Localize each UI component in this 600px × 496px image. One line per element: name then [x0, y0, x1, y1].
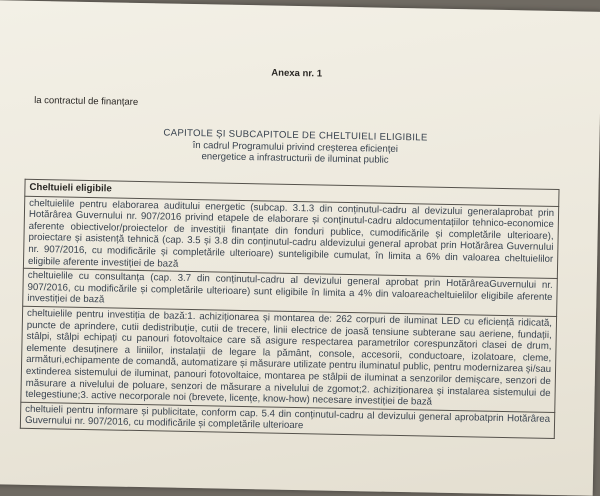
heading-line-3: energetice a infrastructurii de iluminat public [201, 151, 389, 166]
document-heading [0, 124, 600, 170]
contract-reference: la contractul de finanțare [34, 94, 139, 108]
row-publicity: cheltuieli pentru informare și publicitate, conform cap. 5.4 din conținutul-cadru al devizului general aprobatprin Hotărârea Guvernului nr. 907/2016, cu modificările și completările ulterioare [20, 402, 554, 438]
row-consultancy: cheltuielile cu consultanța (cap. 3.7 din conținutul-cadru al devizului general aprobat prin HotărâreaGuvernului nr. 907/2016, cu modificările și completările ulterioare) sunt eligibile în limita a 4% din valoareacheltuielilor eligibile aferente investiției de bază [23, 268, 558, 316]
row-audit-design: cheltuielile pentru elaborarea auditului energetic (subcap. 3.1.3 din conținutul-cadru al devizului generalaprobat prin Hotărârea Guvernului nr. 907/2016 privind etapele de elaborare și conținutul-cadru aldocumentațiilor tehnico-economice aferente obiectivelor/proiectelor de investiții finanțate din fonduri publice, cumodificările și completările ulterioare), proiectare și asistență tehnică (cap. 3.5 și 3.8 din conținutul-cadru aldevizului general aprobat prin Hotărârea Guvernului nr. 907/2016, cu modificările și completările ulterioare) sunteligibile cumulat, în limita a 6% din valoarea cheltuielilor eligibile aferente investiției de bază [23, 196, 558, 279]
annex-title: Anexa nr. 1 [271, 67, 323, 80]
eligible-costs-table [20, 179, 560, 439]
heading-line-2: în cadrul Programului privind creșterea eficienței [192, 139, 399, 155]
table-row [23, 196, 558, 279]
heading-line-1: CAPITOLE ȘI SUBCAPITOLE DE CHELTUIELI ELIGIBILE [163, 127, 428, 144]
table-row [21, 306, 557, 412]
row-base-investment: cheltuielile pentru investiția de bază:1. achiziționarea și montarea de: 262 corpuri de iluminat LED cu eficiență ridicată, puncte de aprindere, cutii dedistribuție, cutii de trecere, linii electrice de joasă tensiune subterane sau aeriene, fundații, stâlpi, stâlpi echipați cu panouri fotovoltaice care să asigure respectarea parametrilor corespunzători clasei de drum, elemente desuținere a liniilor, instalații de legare la pământ, console, accesorii, conductoare, izolatoare, cleme, armături,echipamente de comandă, automatizare și măsurare utilizate pentru iluminatul public, pentru modernizarea și/sau extinderea sistemului de iluminat, panouri fotovoltaice, montarea pe stâlpii de iluminat a senzorilor demișcare, senzori de măsurare a nivelului de poluare, senzori de măsurare a nivelului de zgomot;2. achiziționarea și instalarea sistemului de telegestiune;3. active necorporale noi (brevete, licențe, know-how) necesare investiției de bază [21, 306, 557, 412]
table-header-cell: Cheltuieli eligibile [25, 179, 559, 206]
